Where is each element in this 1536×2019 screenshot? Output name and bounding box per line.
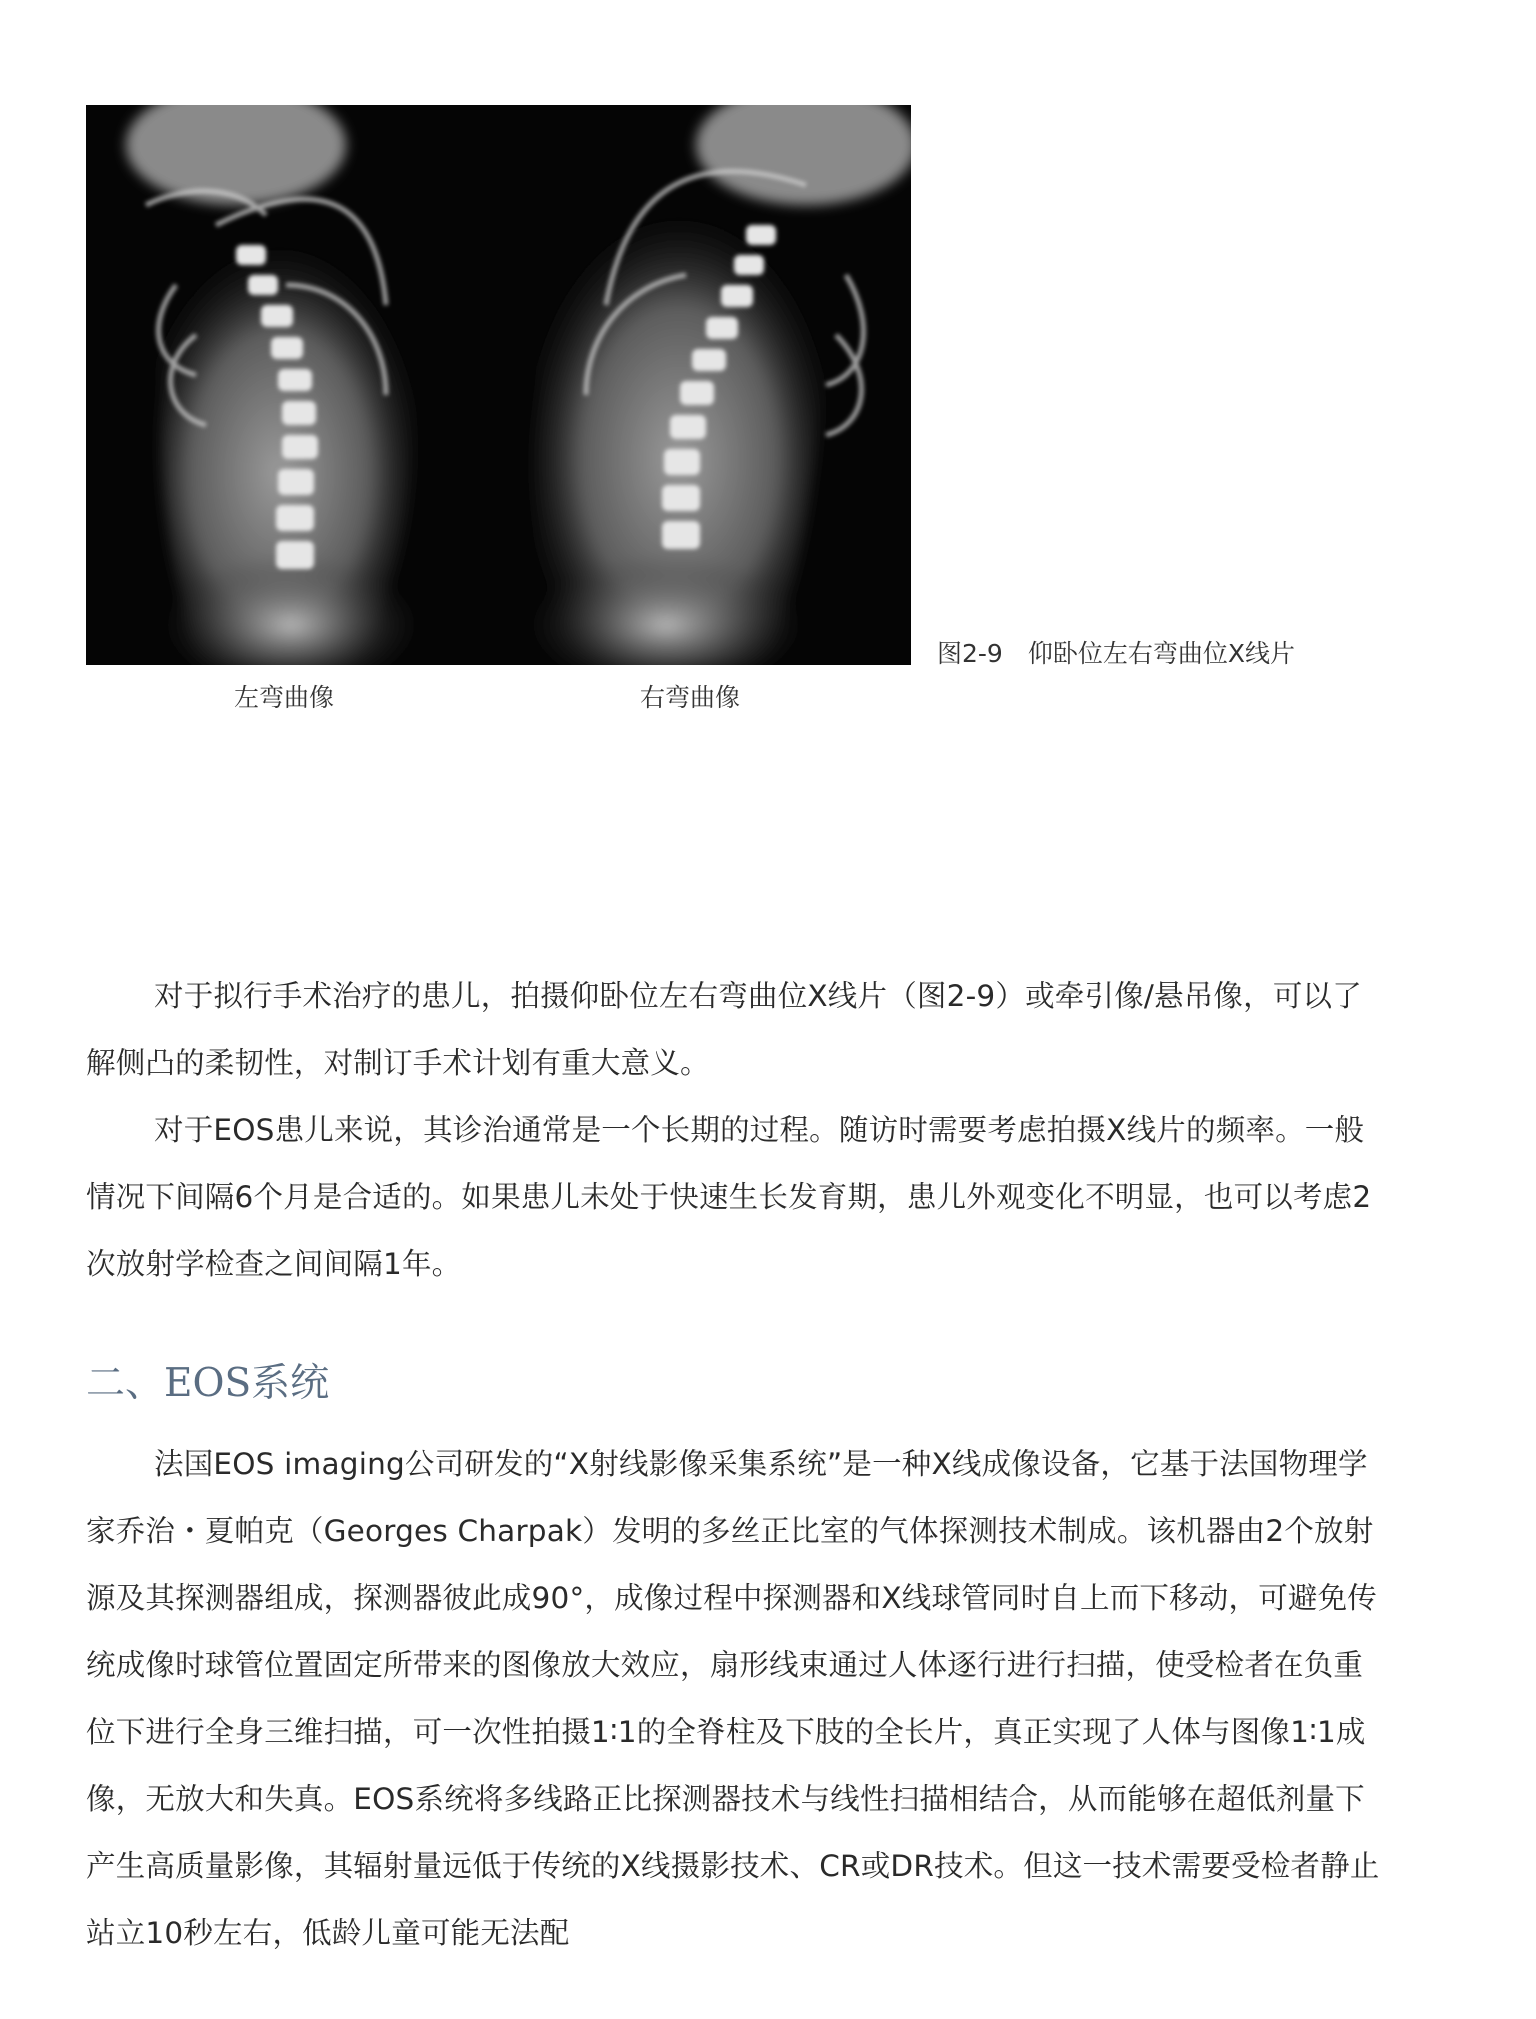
right-body-shadow	[526, 105, 911, 665]
xray-illustration	[86, 105, 911, 665]
paragraph-followup-frequency: 对于EOS患儿来说，其诊治通常是一个长期的过程。随访时需要考虑拍摄X线片的频率。一般情况下间隔6个月是合适的。如果患儿未处于快速生长发育期，患儿外观变化不明显，也可以考虑2次放射学检查之间间隔1年。	[86, 1113, 1372, 1281]
figure-caption: 图2-9 仰卧位左右弯曲位X线片	[937, 639, 1295, 668]
left-bend-image-label: 左弯曲像	[234, 683, 335, 712]
right-bend-image-label: 右弯曲像	[640, 683, 741, 712]
paragraph-surgery-bending-films: 对于拟行手术治疗的患儿，拍摄仰卧位左右弯曲位X线片（图2-9）或牵引像/悬吊像，可以了解侧凸的柔韧性，对制订手术计划有重大意义。	[86, 979, 1362, 1080]
section-heading-eos-system: 二、EOS系统	[86, 1361, 330, 1406]
paragraph-eos-system-description: 法国EOS imaging公司研发的“X射线影像采集系统”是一种X线成像设备，它基于法国物理学家乔治・夏帕克（Georges Charpak）发明的多丝正比室的气体探测技术制成。该机器由2个放射源及其探测器组成，探测器彼此成90°，成像过程中探测器和X线球管同时自上而下移动，可避免传统成像时球管位置固定所带来的图像放大效应，扇形线束通过人体逐行进行扫描，使受检者在负重位下进行全身三维扫描，可一次性拍摄1∶1的全脊柱及下肢的全长片，真正实现了人体与图像1∶1成像，无放大和失真。EOS系统将多线路正比探测器技术与线性扫描相结合，从而能够在超低剂量下产生高质量影像，其辐射量远低于传统的X线摄影技术、CR或DR技术。但这一技术需要受检者静止站立10秒左右，低龄儿童可能无法配	[86, 1447, 1380, 1950]
xray-figure-image	[86, 105, 911, 665]
